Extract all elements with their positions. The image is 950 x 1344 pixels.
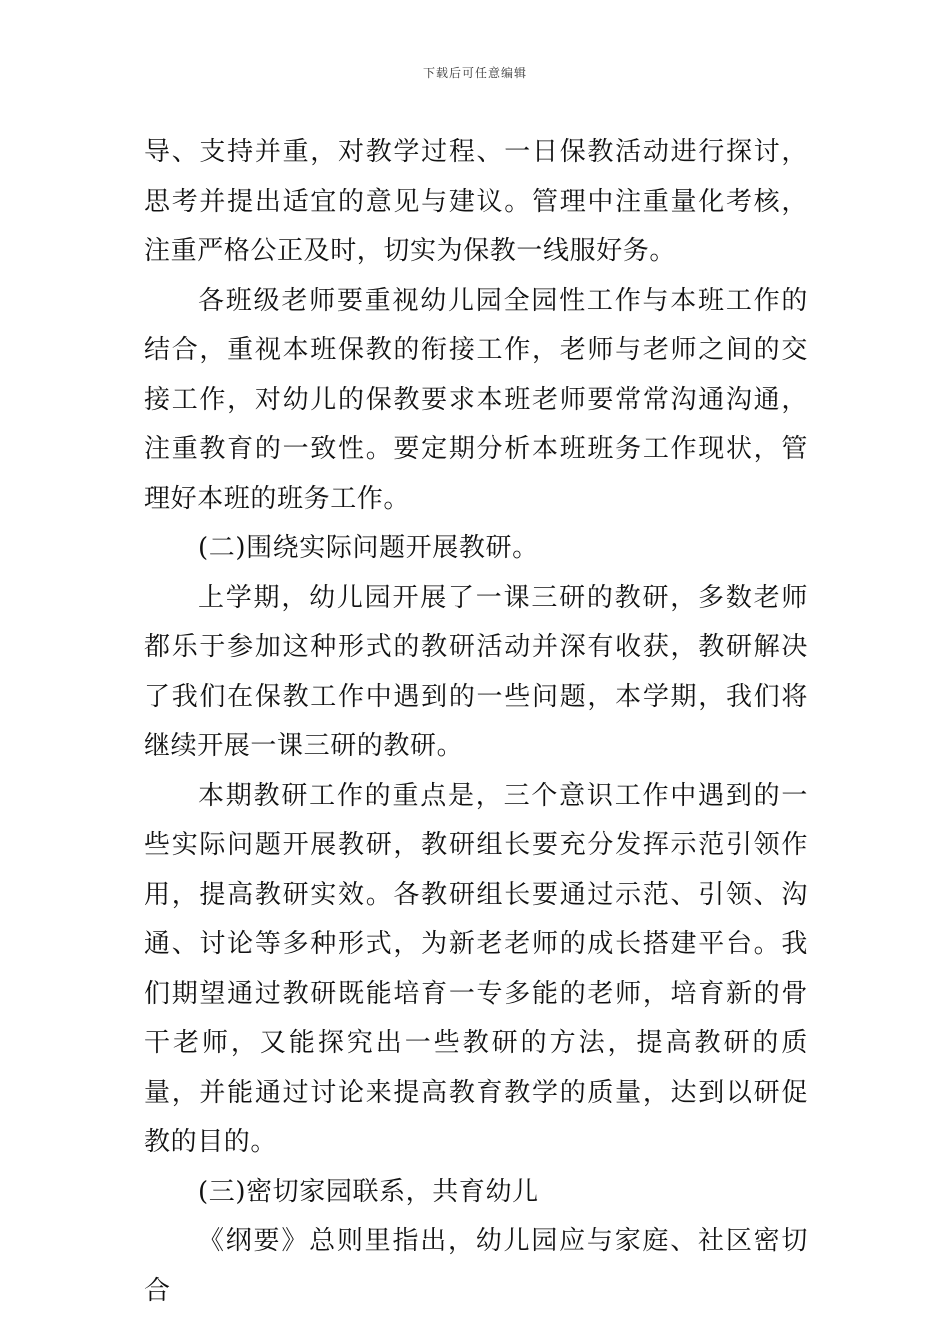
paragraph-4: 本期教研工作的重点是，三个意识工作中遇到的一些实际问题开展教研，教研组长要充分发挥示范引领作用，提高教研实效。各教研组长要通过示范、引领、沟通、讨论等多种形式，为新老老师的成长搭建平台。我们期望通过教研既能培育一专多能的老师，培育新的骨干老师，又能探究出一些教研的方法，提高教研的质量，并能通过讨论来提高教育教学的质量，达到以研促教的目的。 [144, 780, 808, 1157]
paragraph-2: 各班级老师要重视幼儿园全园性工作与本班工作的结合，重视本班保教的衔接工作，老师与老师之间的交接工作，对幼儿的保教要求本班老师要常常沟通沟通，注重教育的一致性。要定期分析本班班务工作现状，管理好本班的班务工作。 [144, 285, 808, 514]
section-heading-3: (三)密切家园联系，共育幼儿 [198, 1176, 539, 1207]
document-body [144, 128, 808, 1316]
section-heading-2: (二)围绕实际问题开展教研。 [198, 533, 539, 563]
page-header: 下载后可任意编辑 [422, 66, 527, 80]
paragraph-3: 上学期，幼儿园开展了一课三研的教研，多数老师都乐于参加这种形式的教研活动并深有收获，教研解决了我们在保教工作中遇到的一些问题，本学期，我们将继续开展一课三研的教研。 [144, 582, 808, 761]
paragraph-5: 《纲要》总则里指出，幼儿园应与家庭、社区密切合 [144, 1226, 808, 1306]
paragraph-1: 导、支持并重，对教学过程、一日保教活动进行探讨，思考并提出适宜的意见与建议。管理中注重量化考核，注重严格公正及时，切实为保教一线服好务。 [144, 137, 808, 266]
